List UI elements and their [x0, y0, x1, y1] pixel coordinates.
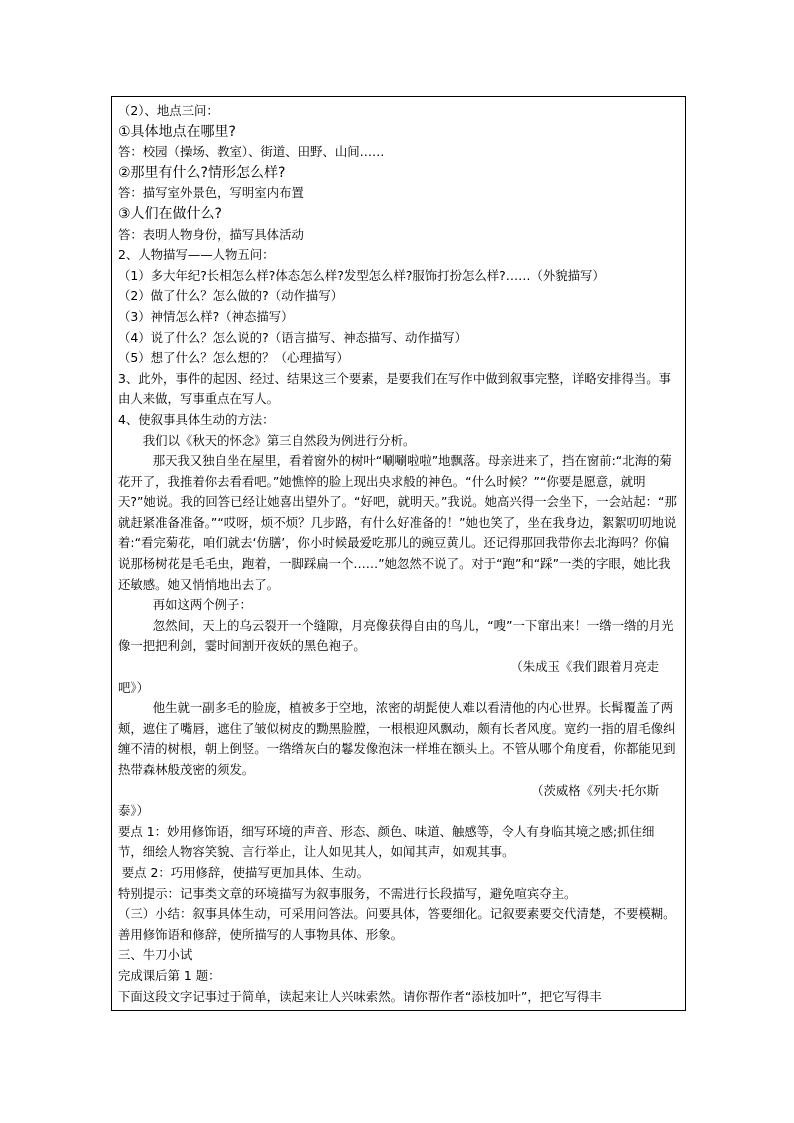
example-passage-moon: 忽然间，天上的乌云裂开一个缝隙，月亮像获得自由的鸟儿，“嗖”一下窜出来！一绺一绺的月光像一把把利剑，霎时间割开夜妖的黑色袍子。	[118, 617, 674, 654]
citation-tolstoy: （茨威格《列夫·托尔斯	[531, 782, 659, 798]
character-question-4: （4）说了什么？怎么说的?（语言描写、神态描写、动作描写）	[118, 329, 468, 345]
section-location-questions: （2）、地点三问：	[118, 103, 219, 118]
example-intro: 我们以《秋天的怀念》第三自然段为例进行分析。	[142, 432, 416, 448]
answer-1: 答：校园（操场、教室）、街道、田野、山间……	[118, 144, 385, 160]
character-question-3: （3）神情怎么样?（神态描写）	[118, 308, 294, 324]
question-1: ①具体地点在哪里?	[118, 123, 236, 140]
special-note: 特别提示：记事类文章的环境描写为叙事服务，不需进行长段描写，避免喧宾夺主。	[118, 885, 577, 901]
summary: （三）小结：叙事具体生动，可采用问答法。问要具体，答要细化。记叙要素要交代清楚，不要模糊。善用修饰语和修辞，使所描写的人事物具体、形象。	[118, 906, 676, 942]
example-passage-autumn: 那天我又独自坐在屋里，看着窗外的树叶“唰唰啦啦”地飘落。母亲进来了，挡在窗前:“北海的菊花开了，我推着你去看看吧。”她憔悴的脸上现出央求般的神色。“什么时候？”“你要是愿意，就明天?”她说。我的回答已经让她喜出望外了。“好吧，就明天。”我说。她高兴得一会坐下，一会站起：“那就赶紧准备准备。”“哎呀，烦不烦？几步路，有什么好准备的！”她也笑了，坐在我身边，絮絮叨叨地说着:“看完菊花，咱们就去‘仿膳’，你小时候最爱吃那儿的豌豆黄儿。还记得那回我带你去北海吗？你偏说那杨树花是毛毛虫，跑着，一脚踩扁一个……”她忽然不说了。对于“跑”和“踩”一类的字眼，她比我还敏感。她又悄悄地出去了。	[118, 453, 677, 592]
key-point-1: 要点 1：妙用修饰语，细写环境的声音、形态、颜色、味道、触感等，令人有身临其境之感;抓住细节，细绘人物容笑貌、言行举止，让人如见其人，如闻其声，如观其事。	[118, 823, 655, 860]
section-methods: 4、使叙事具体生动的方法：	[118, 411, 275, 427]
citation-moon-cont: 吧》）	[118, 679, 149, 695]
section-practice: 三、牛刀小试	[118, 947, 193, 963]
citation-tolstoy-cont: 泰》）	[118, 803, 149, 819]
answer-3: 答：表明人物身份，描写具体活动	[118, 226, 304, 242]
practice-instruction: 下面这段文字记事过于简单，读起来让人兴味索然。请你帮作者“添枝加叶”，把它写得丰	[118, 988, 602, 1004]
document-table-cell	[111, 96, 686, 1011]
question-2: ②那里有什么?情形怎么样?	[118, 164, 286, 181]
question-3: ③人们在做什么?	[118, 205, 222, 222]
answer-2: 答：描写室外景色，写明室内布置	[118, 185, 304, 201]
character-question-1: （1）多大年纪?长相怎么样?体态怎么样?发型怎么样?服饰打扮怎么样?……（外貌描写）	[118, 267, 605, 283]
more-examples-intro: 再如这两个例子：	[152, 597, 252, 613]
practice-task: 完成课后第 1 题：	[118, 967, 221, 983]
section-three-elements: 3、此外，事件的起因、经过、结果这三个要素，是要我们在写作中做到叙事完整，详略安排得当。事由人来做，写事重点在写人。	[118, 370, 672, 407]
key-point-2: 要点 2：巧用修辞，使描写更加具体、生动。	[121, 864, 369, 880]
character-question-2: （2）做了什么？怎么做的?（动作描写）	[118, 288, 344, 304]
character-question-5: （5）想了什么？怎么想的？（心理描写）	[118, 350, 349, 366]
document-content	[112, 97, 685, 1007]
citation-moon: （朱成玉《我们跟着月亮走	[510, 659, 659, 675]
section-character-questions: 2、人物描写——人物五问：	[118, 247, 275, 263]
example-passage-tolstoy: 他生就一副多毛的脸庞，植被多于空地，浓密的胡髭使人难以看清他的内心世界。长髯覆盖了两颊，遮住了嘴唇，遮住了皱似树皮的黝黑脸膛，一根根迎风飘动，颇有长者风度。宽约一指的眉毛像纠缠不清的树根，朝上倒竖。一绺绺灰白的鬈发像泡沫一样堆在额头上。不管从哪个角度看，你都能见到热带森林般茂密的须发。	[118, 700, 676, 777]
